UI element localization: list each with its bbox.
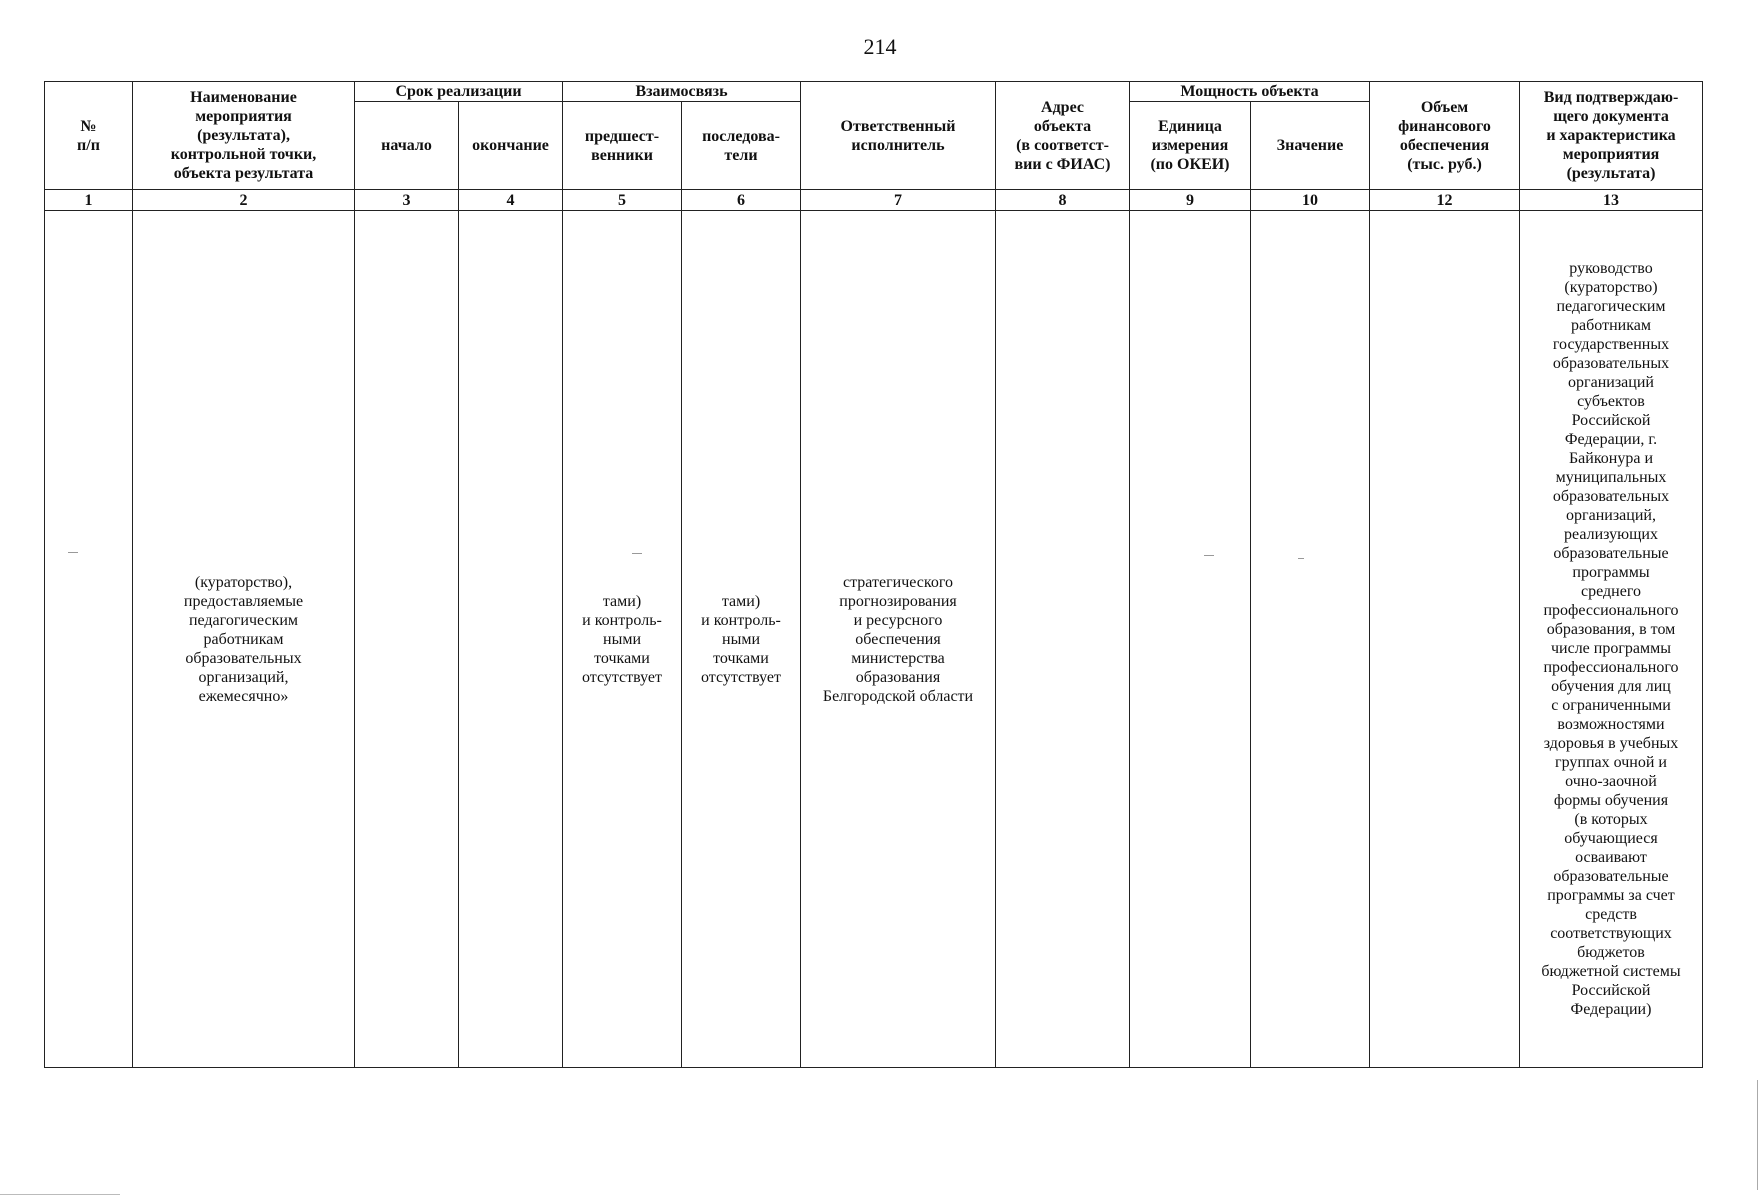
column-number: 12 <box>1370 190 1520 211</box>
cell-activity-name: (кураторство), предоставляемые педагогическим работникам образовательных организаций, ежемесячно» <box>133 211 355 1068</box>
header-value: Значение <box>1251 102 1370 190</box>
scan-artifact-edge <box>1757 1080 1758 1190</box>
header-document-type: Вид подтверждаю- щего документа и характеристика мероприятия (результата) <box>1520 82 1703 190</box>
column-number-row <box>45 190 1703 211</box>
header-start: начало <box>355 102 459 190</box>
column-number: 6 <box>682 190 801 211</box>
header-capacity-group: Мощность объекта <box>1130 82 1370 102</box>
scan-artifact-line <box>0 1194 120 1195</box>
cell-document-type: руководство (кураторство) педагогическим работникам государственных образовательных организаций субъектов Российской Федерации, г. Байконура и муниципальных образовательных организаций, реализующих образовательные программы среднего профессионального образования, в том числе программы профессионального обучения для лиц с ограниченными возможностями здоровья в учебных группах очной и очно-заочной формы обучения (в которых обучающиеся осваивают образовательные программы за счет средств соответствующих бюджетов бюджетной системы Российской Федерации) <box>1520 211 1703 1068</box>
column-number: 7 <box>801 190 996 211</box>
header-term-group: Срок реализации <box>355 82 563 102</box>
column-number: 9 <box>1130 190 1251 211</box>
column-number: 2 <box>133 190 355 211</box>
column-number: 8 <box>996 190 1130 211</box>
column-number: 5 <box>563 190 682 211</box>
header-link-group: Взаимосвязь <box>563 82 801 102</box>
header-activity-name: Наименование мероприятия (результата), контрольной точки, объекта результата <box>133 82 355 190</box>
header-address: Адрес объекта (в соответст- вии с ФИАС) <box>996 82 1130 190</box>
scan-smudge <box>1298 558 1304 559</box>
plan-table <box>44 81 1703 1068</box>
cell-unit <box>1130 211 1251 1068</box>
header-number: № п/п <box>45 82 133 190</box>
cell-finance <box>1370 211 1520 1068</box>
header-responsible: Ответственный исполнитель <box>801 82 996 190</box>
header-unit: Единица измерения (по ОКЕИ) <box>1130 102 1251 190</box>
cell-responsible: стратегического прогнозирования и ресурсного обеспечения министерства образования Белгородской области <box>801 211 996 1068</box>
column-number: 1 <box>45 190 133 211</box>
cell-predecessors: тами) и контроль- ными точками отсутствует <box>563 211 682 1068</box>
cell-number <box>45 211 133 1068</box>
table-row <box>45 211 1703 1068</box>
cell-successors: тами) и контроль- ными точками отсутствует <box>682 211 801 1068</box>
header-predecessors: предшест- венники <box>563 102 682 190</box>
column-number: 3 <box>355 190 459 211</box>
header-end: окончание <box>459 102 563 190</box>
cell-address <box>996 211 1130 1068</box>
cell-end <box>459 211 563 1068</box>
scan-smudge <box>68 552 78 553</box>
cell-start <box>355 211 459 1068</box>
scan-smudge <box>1204 555 1214 556</box>
scan-smudge <box>632 553 642 554</box>
cell-value <box>1251 211 1370 1068</box>
header-successors: последова- тели <box>682 102 801 190</box>
column-number: 4 <box>459 190 563 211</box>
column-number: 10 <box>1251 190 1370 211</box>
page-number: 214 <box>863 34 897 59</box>
header-finance: Объем финансового обеспечения (тыс. руб.) <box>1370 82 1520 190</box>
column-number: 13 <box>1520 190 1703 211</box>
